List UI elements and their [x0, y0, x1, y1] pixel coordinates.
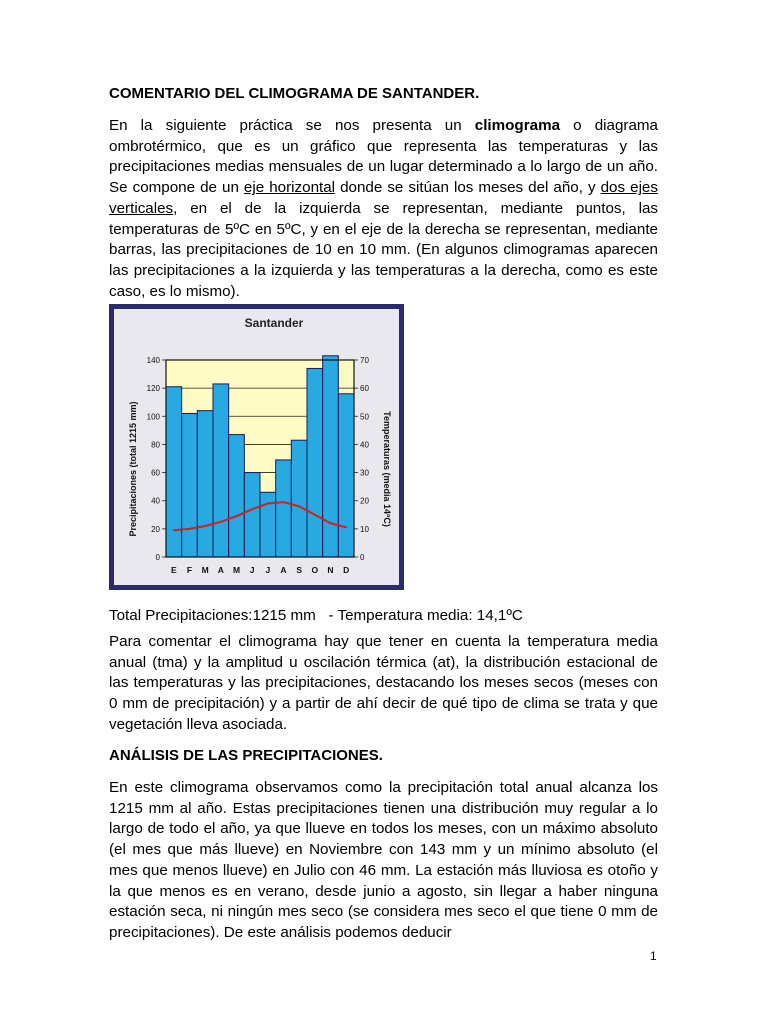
comment-paragraph: Para comentar el climograma hay que tener en cuenta la temperatura media anual (tma) y la amplitud u oscilación térmica (at), la distribución estacional de las temperaturas y las precipitaciones, destacando los meses secos (meses con 0 mm de precipitación) y a partir de ahí decir de qué tipo de clima se trata y que vegetación lleva asociada. — [109, 633, 658, 733]
y-left-tick-label: 60 — [151, 468, 160, 478]
temperature-point — [173, 529, 175, 531]
temperature-point — [251, 508, 253, 510]
precipitation-bar — [197, 411, 213, 557]
totals-line: Total Precipitaciones:1215 mm - Temperatura media: 14,1ºC — [109, 607, 523, 624]
temperature-point — [345, 527, 347, 529]
month-tick-label: A — [217, 565, 224, 575]
temperature-point — [267, 503, 269, 505]
month-tick-label: J — [249, 565, 255, 575]
y-right-tick-label: 20 — [360, 496, 369, 506]
month-tick-label: S — [296, 565, 303, 575]
section-heading: ANÁLISIS DE LAS PRECIPITACIONES. — [109, 747, 383, 764]
y-left-tick-label: 140 — [146, 356, 160, 365]
temperature-point — [220, 521, 222, 523]
temperature-point — [236, 515, 238, 517]
climogram-chart — [109, 304, 404, 590]
precipitation-bar — [166, 387, 182, 557]
intro-text-3: donde se sitúan los meses del año, y — [335, 179, 601, 197]
temperature-point — [330, 522, 332, 524]
analysis-paragraph: En este climograma observamos como la precipitación total anual alcanza los 1215 mm al año. Estas precipitaciones tienen una distribución muy regular a lo largo de todo el año, ya que llueve en todos los meses, con un máximo absoluto (el mes que más llueve) en Noviembre con 143 mm y un mínimo absoluto (el mes que menos llueve) en Julio con 46 mm. La estación más lluviosa es otoño y la que menos es en verano, desde junio a agosto, sin llegar a haber ninguna estación seca, ni ningún mes seco (se considera mes seco el que tiene 0 mm de precipitaciones). De este análisis podemos deducir — [109, 779, 658, 941]
month-tick-label: O — [311, 565, 319, 575]
temperature-point — [283, 501, 285, 503]
intro-bold-term: climograma — [474, 117, 561, 134]
y-left-tick-label: 20 — [151, 524, 160, 534]
temperature-point — [189, 528, 191, 530]
document-title: COMENTARIO DEL CLIMOGRAMA DE SANTANDER. — [109, 85, 480, 102]
month-tick-label: M — [232, 565, 241, 575]
y-left-tick-label: 120 — [146, 384, 160, 394]
precipitation-bar — [182, 413, 198, 557]
precipitation-bar — [276, 460, 292, 557]
precipitation-bar — [244, 473, 260, 557]
page-number: 1 — [650, 949, 657, 963]
month-tick-label: J — [265, 565, 271, 575]
temperature-point — [314, 514, 316, 516]
y-left-tick-label: 80 — [151, 440, 160, 450]
y-right-tick-label: 10 — [360, 524, 369, 534]
intro-underline-2: dos ejes — [600, 179, 658, 197]
y-left-tick-label: 100 — [146, 412, 160, 422]
intro-paragraph — [109, 116, 658, 302]
month-tick-label: N — [327, 565, 334, 575]
y-axis-left-label: Precipitaciones (total 1215 mm) — [128, 401, 138, 537]
chart-title: Santander — [244, 316, 304, 330]
y-right-tick-label: 60 — [360, 384, 369, 394]
precipitation-bar — [291, 440, 307, 557]
intro-text-5: , en el de la izquierda se representan, mediante puntos, las temperaturas de 5ºC en 5ºC, y en el eje de la derecha se representan, mediante barras, las precipitaciones de 10 en 10 mm. (En algunos climogramas aparecen las precipitaciones a la izquierda y las temperaturas a la derecha, como es este caso, es lo mismo). — [109, 199, 658, 300]
y-right-tick-label: 70 — [360, 356, 369, 365]
temperature-point — [204, 525, 206, 527]
month-tick-label: D — [343, 565, 350, 575]
y-right-tick-label: 30 — [360, 468, 369, 478]
intro-underline-3: verticales — [109, 199, 174, 217]
month-tick-label: E — [170, 565, 177, 575]
precipitation-bar — [338, 394, 354, 557]
y-axis-right-label: Temperaturas (media 14ºC) — [382, 411, 392, 527]
precipitation-bar — [323, 356, 339, 557]
y-left-tick-label: 40 — [151, 496, 160, 506]
precipitation-bar — [307, 368, 323, 557]
y-left-tick-label: 0 — [155, 553, 160, 562]
intro-text-1: En la siguiente práctica se nos presenta un — [109, 117, 475, 134]
y-right-tick-label: 0 — [360, 553, 365, 562]
temperature-point — [298, 505, 300, 507]
climogram-svg — [109, 304, 404, 590]
precipitation-bar — [260, 492, 276, 557]
intro-underline-1: eje horizontal — [243, 179, 336, 197]
y-right-tick-label: 50 — [360, 412, 369, 422]
precipitation-bar — [213, 384, 229, 557]
intro-text-2: o diagrama ombrotérmico, que es un gráfico que representa las temperaturas y las precipitaciones medias mensuales de un lugar determinado a lo largo de un año. Se compone de un — [109, 117, 659, 197]
month-tick-label: M — [201, 565, 209, 575]
y-right-tick-label: 40 — [360, 440, 369, 450]
precipitation-bar — [229, 435, 245, 557]
month-tick-label: F — [186, 565, 193, 575]
month-tick-label: A — [280, 565, 287, 575]
